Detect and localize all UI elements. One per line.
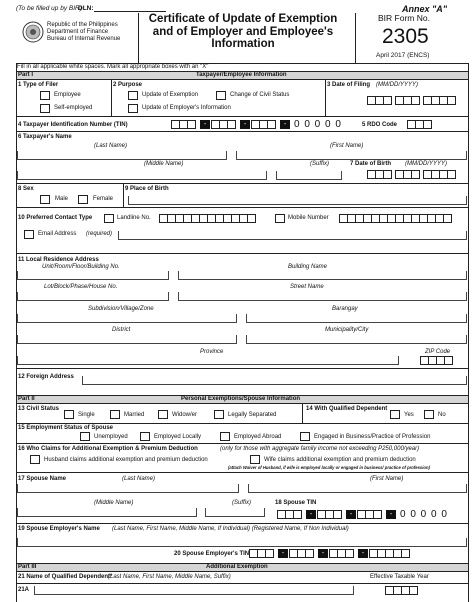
email-checkbox[interactable] (24, 230, 34, 239)
part3-label: Part III (18, 564, 37, 570)
pob-label: 9 Place of Birth (125, 186, 169, 192)
rdo-cells[interactable] (408, 120, 432, 129)
who-claims-note: (only for those with aggregate family income not exceeding P250,000/year) (220, 446, 420, 452)
engaged-checkbox[interactable] (300, 432, 310, 441)
female-label: Female (93, 196, 114, 202)
part3-bar (16, 563, 468, 572)
spouse-tin-suffix: 0 0 0 0 0 (400, 509, 448, 520)
date-filing-label: 3 Date of Filing (327, 82, 371, 88)
unemployed-checkbox[interactable] (80, 432, 90, 441)
waiver-note: (attach Waiver of Husband, if wife is employed locally or engaged in business/ practice of profession) (228, 465, 430, 470)
form-right-border (468, 63, 469, 602)
tin-suffix: 0 0 0 0 0 (294, 119, 342, 130)
subdivision-label: Subdivision/Village/Zone (88, 306, 154, 312)
self-employed-checkbox[interactable] (40, 104, 50, 113)
last-name-label: (Last Name) (94, 143, 128, 149)
yes-label: Yes (404, 412, 414, 418)
date-filing-format: (MM/DD/YYYY) (376, 82, 418, 88)
spouse-first-name-field[interactable] (248, 484, 467, 493)
widow-checkbox[interactable] (158, 410, 168, 419)
spouse-employment-label: 15 Employment Status of Spouse (18, 425, 114, 431)
update-exemption-label: Update of Exemption (142, 92, 199, 98)
part1-title: Taxpayer/Employee Information (196, 72, 287, 78)
bir-seal-icon (22, 21, 44, 43)
wife-claims-label: Wife claims additional exemption and premium deduction (264, 457, 416, 463)
suffix-label: (Suffix) (310, 161, 330, 167)
spouse-middle-name-field[interactable] (17, 508, 197, 517)
row-21a-label: 21A (18, 587, 30, 593)
separated-label: Legally Separated (228, 412, 277, 418)
married-checkbox[interactable] (110, 410, 120, 419)
suffix-field[interactable] (276, 171, 342, 180)
unit-field[interactable] (17, 271, 169, 280)
spouse-first-name-label: (First Name) (370, 476, 404, 482)
spouse-employer-label: 19 Spouse Employer's Name (18, 526, 100, 532)
dash-icon: - (386, 510, 396, 519)
change-civil-checkbox[interactable] (216, 91, 226, 100)
subdivision-field[interactable] (17, 314, 237, 323)
dash-icon: - (278, 549, 288, 558)
part1-label: Part I (18, 72, 34, 78)
employee-label: Employee (54, 92, 81, 98)
agency-line-2: Department of Finance (47, 29, 109, 35)
landline-checkbox[interactable] (104, 214, 114, 223)
spouse-employer-field[interactable] (17, 538, 467, 547)
form-number: 2305 (382, 25, 429, 48)
spouse-tin-cells-2[interactable] (318, 510, 342, 519)
title-line-2: and of Employer and Employee's (152, 25, 334, 38)
tin-cells-1[interactable] (172, 120, 196, 129)
civil-status-label: 13 Civil Status (18, 406, 60, 412)
email-required-note: (required) (86, 231, 113, 237)
effective-year-cells[interactable] (386, 586, 418, 595)
barangay-field[interactable] (246, 314, 467, 323)
mobile-label: Mobile Number (288, 215, 329, 221)
part2-bar (16, 395, 468, 404)
bir-note: (To be filled up by BIR) (16, 5, 82, 12)
sex-label: 8 Sex (18, 186, 34, 192)
dependent-name-field[interactable] (34, 586, 354, 595)
street-label: Street Name (290, 284, 324, 290)
foreign-address-field[interactable] (82, 376, 467, 385)
rdo-label: 5 RDO Code (362, 122, 398, 128)
municipality-label: Municipality/City (325, 327, 369, 333)
dln-label: DLN: (78, 5, 94, 12)
spouse-name-label: 17 Spouse Name (18, 476, 67, 482)
annex-label: Annex "A" (402, 4, 448, 14)
qualified-dependent-label: 14 With Qualified Dependent (306, 406, 388, 412)
title-line-1: Certificate of Update of Exemption (148, 13, 338, 25)
district-field[interactable] (17, 335, 237, 344)
separated-checkbox[interactable] (214, 410, 224, 419)
employed-abroad-checkbox[interactable] (220, 432, 230, 441)
part3-title: Additional Exemption (206, 564, 268, 570)
district-label: District (112, 327, 131, 333)
form-title (138, 13, 348, 51)
widow-label: Widow/er (172, 412, 198, 418)
tin-label: 4 Taxpayer Identification Number (TIN) (18, 122, 128, 128)
update-employer-label: Update of Employer's Information (142, 105, 231, 111)
dash-icon: - (200, 120, 210, 129)
part1-bar (16, 71, 468, 80)
part2-title: Personal Exemptions/Spouse Information (181, 396, 301, 402)
middle-name-field[interactable] (17, 171, 267, 180)
barangay-label: Barangay (332, 306, 358, 312)
email-label: Email Address (38, 231, 77, 237)
married-label: Married (124, 412, 145, 418)
dependent-name-label: 21 Name of Qualified Dependent* (18, 574, 113, 580)
dash-icon: - (306, 510, 316, 519)
single-checkbox[interactable] (64, 410, 74, 419)
dob-format: (MM/DD/YYYY) (405, 161, 447, 167)
employer-tin-cells-2[interactable] (290, 549, 314, 558)
agency-line-3: Bureau of Internal Revenue (47, 36, 121, 42)
dash-icon: - (240, 120, 250, 129)
effective-year-label: Effective Taxable Year (370, 574, 429, 580)
instructions: Fill in all applicable white spaces. Mark all appropriate boxes with an "X" (17, 64, 209, 70)
who-claims-label: 16 Who Claims for Additional Exemption & Premium Deduction (18, 446, 198, 452)
self-employed-label: Self-employed (54, 105, 93, 111)
dependent-name-note: (Last Name, First Name, Middle Name, Suffix) (108, 574, 231, 580)
spouse-tin-cells-3[interactable] (358, 510, 382, 519)
yes-checkbox[interactable] (390, 410, 400, 419)
first-name-field[interactable] (236, 151, 467, 160)
wife-claims-checkbox[interactable] (250, 455, 260, 464)
tin-cells-3[interactable] (252, 120, 276, 129)
middle-name-label: (Middle Name) (144, 161, 184, 167)
employer-tin-cells-4[interactable] (370, 549, 410, 558)
male-label: Male (55, 196, 69, 202)
update-exemption-checkbox[interactable] (128, 91, 138, 100)
first-name-label: (First Name) (330, 143, 364, 149)
part2-label: Part II (18, 396, 35, 402)
taxpayer-name-label: 6 Taxpayer's Name (18, 134, 72, 140)
zip-label: ZIP Code (425, 349, 451, 355)
employed-locally-checkbox[interactable] (140, 432, 150, 441)
province-field[interactable] (17, 356, 399, 365)
spouse-tin-cells-1[interactable] (278, 510, 302, 519)
lot-field[interactable] (17, 292, 169, 301)
dash-icon: - (346, 510, 356, 519)
spouse-suffix-label: (Suffix) (232, 500, 252, 506)
purpose-label: 2 Purpose (113, 82, 143, 88)
title-line-3: Information (211, 38, 275, 50)
zip-cells[interactable] (421, 356, 453, 365)
spouse-last-name-field[interactable] (17, 484, 239, 493)
municipality-field[interactable] (246, 335, 467, 344)
dash-icon: - (358, 549, 368, 558)
spouse-employer-tin-label: 20 Spouse Employer's TIN (174, 551, 250, 557)
change-civil-label: Change of Civil Status (230, 92, 290, 98)
spouse-tin-label: 18 Spouse TIN (275, 500, 317, 506)
mobile-cells[interactable] (340, 214, 452, 223)
form-date: April 2017 (ENCS) (376, 52, 430, 59)
address-label: 11 Local Residence Address (18, 257, 99, 263)
foreign-address-label: 12 Foreign Address (18, 374, 74, 380)
unit-label: Unit/Room/Floor/Building No. (42, 264, 120, 270)
street-field[interactable] (178, 292, 467, 301)
building-field[interactable] (178, 271, 467, 280)
employed-locally-label: Employed Locally (154, 434, 202, 440)
last-name-field[interactable] (17, 151, 227, 160)
female-checkbox[interactable] (78, 195, 88, 204)
lot-label: Lot/Block/Phase/House No. (44, 284, 118, 290)
contact-type-label: 10 Preferred Contact Type (18, 215, 93, 221)
male-checkbox[interactable] (40, 195, 50, 204)
date-filing-cells[interactable] (368, 96, 456, 105)
no-label: No (438, 412, 446, 418)
tin-cells-2[interactable] (212, 120, 236, 129)
dash-icon: - (280, 120, 290, 129)
single-label: Single (78, 412, 95, 418)
form-left-border (16, 63, 17, 602)
building-label: Building Name (288, 264, 328, 270)
dash-icon: - (318, 549, 328, 558)
employer-tin-cells-3[interactable] (330, 549, 354, 558)
agency-line-1: Republic of the Philippines (47, 22, 118, 28)
unemployed-label: Unemployed (94, 434, 128, 440)
pob-field[interactable] (128, 196, 467, 205)
dln-field[interactable] (94, 11, 166, 12)
spouse-suffix-field[interactable] (205, 508, 265, 517)
landline-cells[interactable] (160, 214, 256, 223)
province-label: Province (200, 349, 224, 355)
no-checkbox[interactable] (424, 410, 434, 419)
dob-label: 7 Date of Birth (350, 161, 392, 167)
spouse-middle-name-label: (Middle Name) (94, 500, 134, 506)
employer-tin-cells-1[interactable] (250, 549, 274, 558)
husband-claims-checkbox[interactable] (30, 455, 40, 464)
mobile-checkbox[interactable] (275, 214, 285, 223)
landline-label: Landline No. (117, 215, 151, 221)
update-employer-checkbox[interactable] (128, 104, 138, 113)
engaged-label: Engaged in Business/Practice of Profession (314, 434, 431, 440)
husband-claims-label: Husband claims additional exemption and premium deduction (44, 457, 208, 463)
employed-abroad-label: Employed Abroad (234, 434, 282, 440)
dob-cells[interactable] (368, 170, 456, 179)
type-of-filer-label: 1 Type of Filer (18, 82, 59, 88)
spouse-employer-note: (Last Name, First Name, Middle Name, If Individual) (Registered Name, If Non Individual) (112, 526, 349, 532)
email-field[interactable] (118, 231, 467, 240)
form-label: BIR Form No. (378, 13, 430, 23)
spouse-last-name-label: (Last Name) (122, 476, 156, 482)
employee-checkbox[interactable] (40, 91, 50, 100)
